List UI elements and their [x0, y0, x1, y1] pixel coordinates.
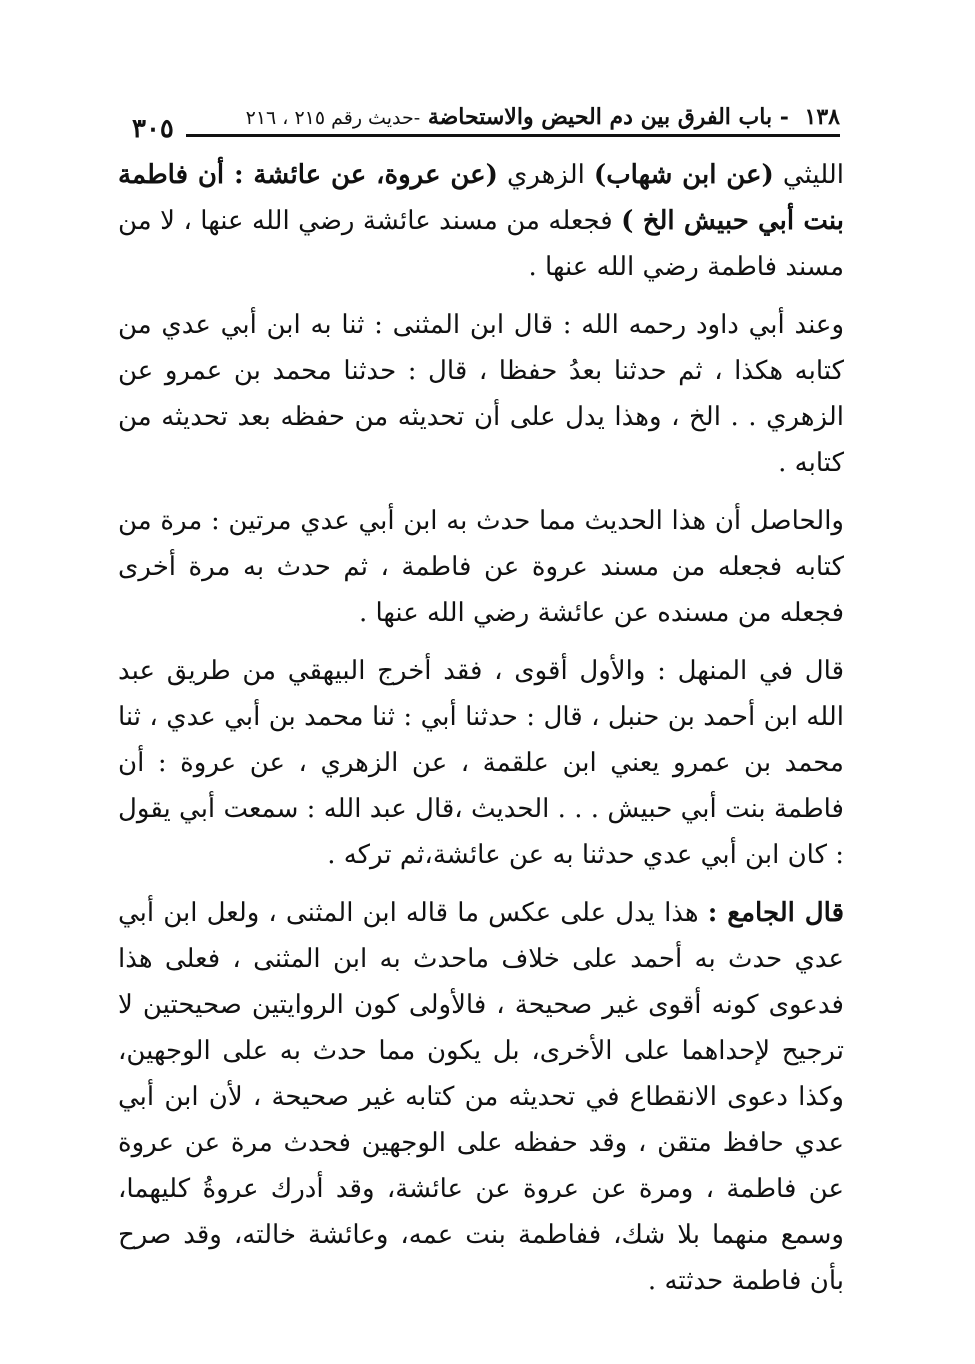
paragraph — [118, 152, 844, 290]
paragraph — [118, 498, 844, 636]
paragraph — [118, 648, 844, 878]
paragraph — [118, 890, 844, 1304]
text-run: وعند أبي داود رحمه الله : قال ابن المثنى : ثنا به ابن أبي عدي من كتابه هكذا ، ثم حدثنا بعدُ حفظا ، قال : حدثنا محمد بن عمرو عن الزهري . . الخ ، وهذا يدل على أن تحديثه من حفظه بعد تحديثه من كتابه . — [118, 310, 844, 478]
hadith-reference: -حديث رقم ٢١٥ ، ٢١٦ — [245, 107, 421, 129]
text-run: هذا يدل على عكس ما قاله ابن المثنى ، ولعل ابن أبي عدي حدث به أحمد على خلاف ماحدث به ابن المثنى ، فعلى هذا فدعوى كونه أقوى غير صحيحة ، فالأولى كون الروايتين صحيحتين لا ترجيح لإحداهما على الأخرى، بل يكون مما حدث به على الوجهين، وكذا دعوى الانقطاع في تحديثه من كتابه غير صحيحة ، لأن ابن أبي عدي حافظ متقن ، وقد حفظه على الوجهين فحدث مرة عن عروة عن فاطمة ، ومرة عن عروة عن عائشة، وقد أدرك عروةُ كليهما، وسمع منهما بلا شك، ففاطمة بنت عمه، وعائشة خالته، وقد صرح بأن فاطمة حدثته . — [118, 898, 844, 1296]
paragraph — [118, 302, 844, 486]
page-body — [118, 152, 844, 1316]
text-run: فجعله من مسند عائشة رضي الله عنها ، لا من مسند فاطمة رضي الله عنها . — [118, 206, 844, 282]
bold-text-run: قال الجامع : — [707, 898, 845, 928]
text-run: الليثي — [773, 160, 844, 190]
chapter-title: - باب الفرق بين دم الحيض والاستحاضة — [427, 104, 789, 130]
running-head — [246, 104, 840, 130]
chapter-number: ١٣٨ — [804, 104, 840, 130]
bold-text-run: (عن ابن شهاب) — [593, 160, 774, 190]
text-run: الزهري — [497, 160, 594, 190]
page-header — [120, 84, 840, 144]
bold-text-run: (عن عروة، عن عائشة : أن فاطمة بنت أبي حبيش الخ ) — [118, 160, 844, 236]
page-number: ٣٠٥ — [120, 114, 186, 144]
text-run: قال في المنهل : والأول أقوى ، فقد أخرج البيهقي من طريق عبد الله ابن أحمد بن حنبل ، قال : حدثنا أبي : ثنا محمد بن أبي عدي ، ثنا محمد بن عمرو يعني ابن علقمة ، عن الزهري ، عن عروة : أن فاطمة بنت أبي حبيش . . . الحديث ،قال عبد الله : سمعت أبي يقول : كان ابن أبي عدي حدثنا به عن عائشة،ثم تركه . — [118, 656, 844, 870]
text-run: والحاصل أن هذا الحديث مما حدث به ابن أبي عدي مرتين : مرة من كتابه فجعله من مسند عروة عن فاطمة ، ثم حدث به مرة أخرى فجعله من مسنده عن عائشة رضي الله عنها . — [118, 506, 844, 628]
